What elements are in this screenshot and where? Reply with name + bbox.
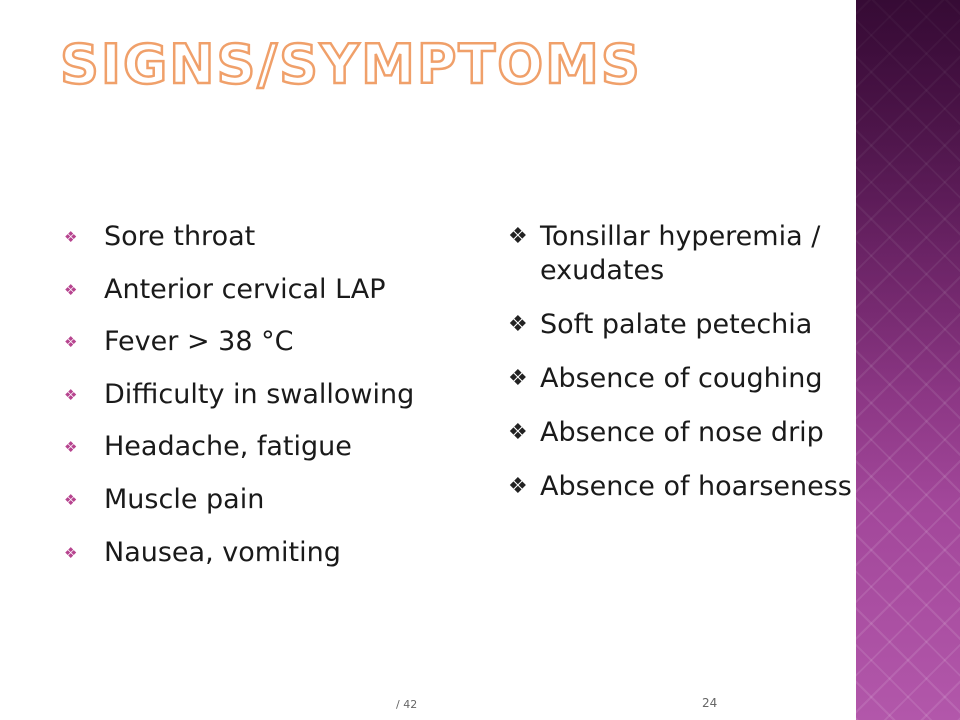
diamond-bullet-icon: ❖ xyxy=(64,228,78,246)
right-bullet-list xyxy=(508,220,853,524)
diamond-bullet-icon: ❖ xyxy=(64,438,78,457)
diamond-bullet-icon: ❖ xyxy=(508,420,528,445)
bullet-text: Muscle pain xyxy=(104,483,265,515)
list-item xyxy=(60,430,490,464)
diamond-bullet-icon: ❖ xyxy=(508,366,528,391)
bullet-text: Soft palate petechia xyxy=(540,309,813,340)
list-item xyxy=(60,220,490,254)
list-item xyxy=(60,273,490,307)
page-number: 24 xyxy=(702,696,718,710)
bullet-text: Absence of nose drip xyxy=(540,417,824,448)
left-bullet-list xyxy=(60,220,490,588)
diamond-bullet-icon: ❖ xyxy=(64,333,78,352)
list-item xyxy=(508,220,853,288)
list-item xyxy=(508,308,853,342)
bullet-text: Absence of coughing xyxy=(540,363,823,394)
diamond-bullet-icon: ❖ xyxy=(508,224,528,249)
diamond-bullet-icon: ❖ xyxy=(508,474,528,499)
bullet-text: Headache, fatigue xyxy=(104,431,352,463)
diamond-bullet-icon: ❖ xyxy=(508,312,528,337)
bullet-text: Sore throat xyxy=(104,221,256,252)
diamond-bullet-icon: ❖ xyxy=(64,490,78,509)
bullet-text: Tonsillar hyperemia / exudates xyxy=(540,221,829,286)
list-item xyxy=(508,470,853,504)
decorative-side-band xyxy=(856,0,960,720)
bullet-text: Anterior cervical LAP xyxy=(104,273,386,305)
slide-count-footer: / 42 xyxy=(396,698,418,711)
slide-title: SIGNS/SYMPTOMS xyxy=(60,33,642,96)
bullet-text: Difficulty in swallowing xyxy=(104,378,415,410)
list-item xyxy=(60,325,490,359)
bullet-text: Absence of hoarseness xyxy=(540,471,852,502)
list-item xyxy=(508,416,853,450)
list-item xyxy=(60,536,490,570)
diamond-bullet-icon: ❖ xyxy=(64,385,78,404)
list-item xyxy=(60,378,490,412)
bullet-text: Fever > 38 °C xyxy=(104,326,294,358)
list-item xyxy=(60,483,490,517)
bullet-text: Nausea, vomiting xyxy=(104,536,341,568)
diamond-bullet-icon: ❖ xyxy=(64,280,78,299)
diamond-bullet-icon: ❖ xyxy=(64,543,78,562)
list-item xyxy=(508,362,853,396)
